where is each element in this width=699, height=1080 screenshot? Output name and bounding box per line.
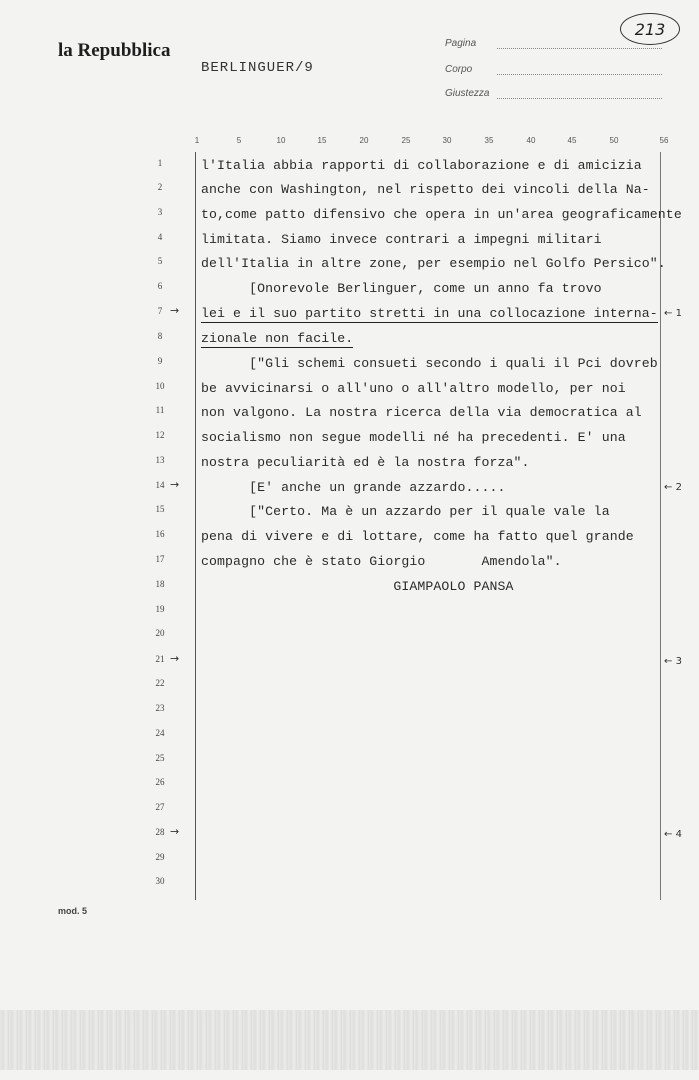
field-line-giustezza [497,98,662,99]
ruler-tick: 56 [659,136,669,145]
line-number: 12 [155,430,165,440]
line-number: 23 [155,703,165,713]
article-slug: BERLINGUER/9 [201,60,314,76]
ruler-tick: 35 [484,136,494,145]
line-number: 30 [155,876,165,886]
body-line: [E' anche un grande azzardo..... [201,480,506,495]
line-number: 15 [155,504,165,514]
right-marker: ← 1 [664,308,682,319]
line-number: 17 [155,554,165,564]
ruler-tick: 1 [194,136,200,145]
line-number: 4 [157,232,163,242]
body-line: compagno che è stato Giorgio Amendola". [201,554,562,569]
line-number: 7 [157,306,163,316]
ruler-tick: 15 [317,136,327,145]
right-marker: ← 3 [664,656,682,667]
line-number: 9 [157,356,163,366]
line-number: 2 [157,182,163,192]
ruler-tick: 5 [236,136,242,145]
body-line: limitata. Siamo invece contrari a impegni militari [201,232,602,247]
field-label-corpo: Corpo [445,64,473,75]
line-number: 22 [155,678,165,688]
line-number: 24 [155,728,165,738]
form-model-label: mod. 5 [58,906,88,916]
ruler-tick: 45 [567,136,577,145]
ruler-tick: 10 [276,136,286,145]
body-line: ["Gli schemi consueti secondo i quali il Pci dovreb [201,356,658,371]
line-number: 5 [157,256,163,266]
line-number: 10 [155,381,165,391]
line-number: 13 [155,455,165,465]
author-byline: GIAMPAOLO PANSA [201,579,514,594]
body-line: zionale non facile. [201,331,354,346]
field-label-pagina: Pagina [445,38,477,49]
line-number: 1 [157,158,163,168]
line-number: 28 [155,827,165,837]
line-number: 8 [157,331,163,341]
ruler-tick: 40 [526,136,536,145]
left-arrow-icon: → [170,825,180,838]
left-margin-rule [195,152,196,900]
line-number: 6 [157,281,163,291]
line-number: 26 [155,777,165,787]
right-marker-number: 4 [675,829,682,840]
line-number: 19 [155,604,165,614]
line-number: 16 [155,529,165,539]
body-line: ["Certo. Ma è un azzardo per il quale vale la [201,504,610,519]
body-line: [Onorevole Berlinguer, come un anno fa trovo [201,281,602,296]
body-line: anche con Washington, nel rispetto dei vincoli della Na- [201,182,650,197]
field-label-giustezza: Giustezza [445,88,490,99]
right-marker: ← 2 [664,482,682,493]
line-number: 27 [155,802,165,812]
ruler-tick: 25 [401,136,411,145]
newspaper-masthead: la Repubblica [58,40,171,61]
body-line: non valgono. La nostra ricerca della via democratica al [201,405,642,420]
line-number: 18 [155,579,165,589]
line-number: 11 [155,405,165,415]
line-number: 29 [155,852,165,862]
line-number: 21 [155,654,165,664]
body-line: nostra peculiarità ed è la nostra forza". [201,455,530,470]
left-arrow-icon: → [170,304,180,317]
right-marker-number: 2 [675,482,682,493]
ruler-tick: 20 [359,136,369,145]
body-line: l'Italia abbia rapporti di collaborazione e di amicizia [201,158,642,173]
field-line-corpo [497,74,662,75]
body-line: be avvicinarsi o all'uno o all'altro modello, per noi [201,381,626,396]
ruler-tick: 50 [609,136,619,145]
scan-noise-band [0,1010,699,1070]
left-arrow-icon: → [170,652,180,665]
field-line-pagina [497,48,662,49]
body-line: pena di vivere e di lottare, come ha fatto quel grande [201,529,634,544]
right-marker-number: 1 [675,308,682,319]
body-line: socialismo non segue modelli né ha precedenti. E' una [201,430,626,445]
body-line: dell'Italia in altre zone, per esempio nel Golfo Persico". [201,256,666,271]
body-line: to,come patto difensivo che opera in un'area geograficamente [201,207,682,222]
handwritten-page-number: 213 [620,13,680,45]
left-arrow-icon: → [170,478,180,491]
line-number: 14 [155,480,165,490]
body-line: lei e il suo partito stretti in una collocazione interna- [201,306,658,321]
line-number: 20 [155,628,165,638]
right-marker-number: 3 [675,656,682,667]
line-number: 25 [155,753,165,763]
ruler-tick: 30 [442,136,452,145]
right-marker: ← 4 [664,829,682,840]
line-number: 3 [157,207,163,217]
